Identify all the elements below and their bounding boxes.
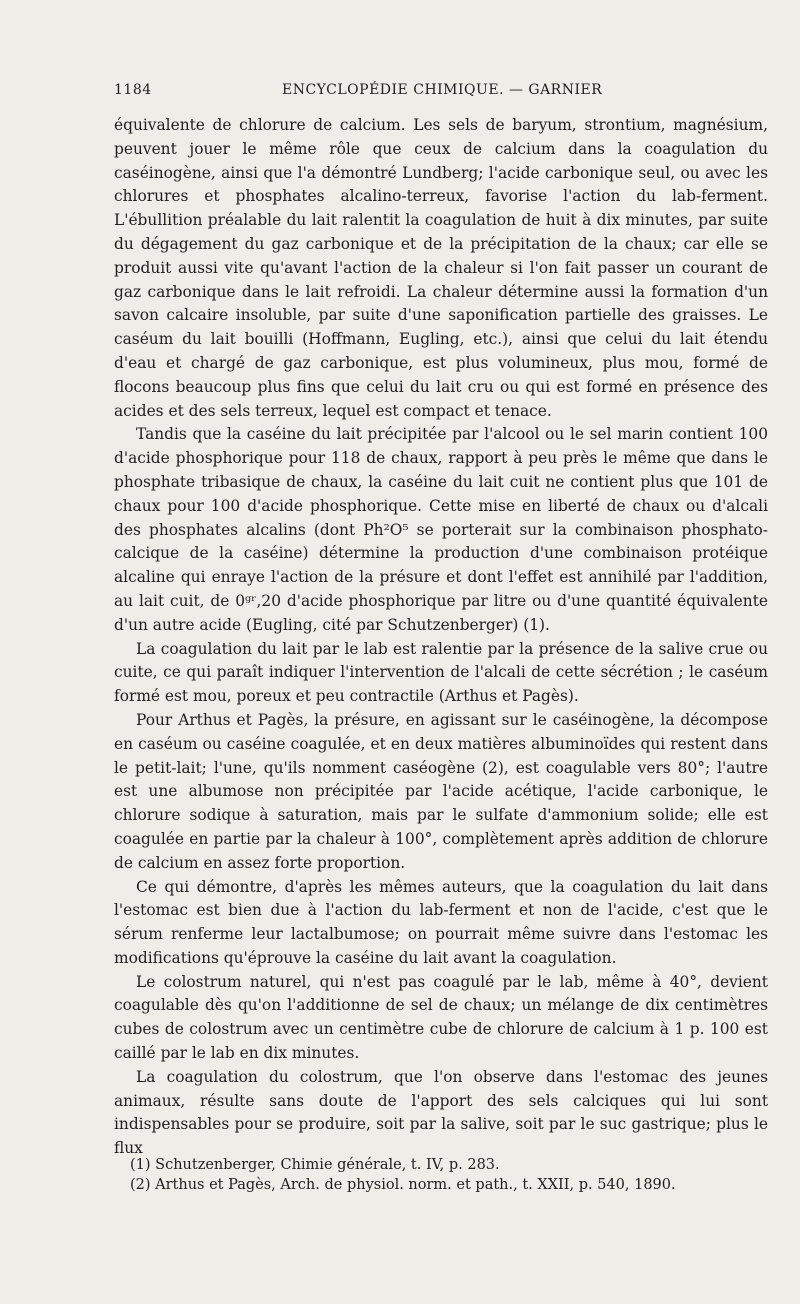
paragraph: Tandis que la caséine du lait précipitée par l'alcool ou le sel marin contient 100 d'acide phosphorique pour 118 de chaux, rapport à peu près le même que dans le phosphate tribasique de chaux, la caséine du lait cuit ne contient plus que 101 de chaux pour 100 d'acide phosphorique. Cette mise en liberté de chaux ou d'alcali des phosphates alcalins (dont Ph²O⁵ se porterait sur la combinaison phosphato-calcique de la caséine) détermine la production d'une combinaison protéique alcaline qui enraye l'action de la présure et dont l'effet est annihilé par l'addition, au lait cuit, de 0ᵍʳ,20 d'acide phosphorique par litre ou d'une quantité équivalente d'un autre acide (Eugling, cité par Schutzenberger) (1). [114, 425, 768, 634]
footnote: (2) Arthus et Pagès, Arch. de physiol. norm. et path., t. XXII, p. 540, 1890. [130, 1177, 676, 1193]
paragraph: équivalente de chlorure de calcium. Les sels de baryum, strontium, magnésium, peuvent jouer le même rôle que ceux de calcium dans la coagulation du caséinogène, ainsi que l'a démontré Lundberg; l'acide carbonique seul, ou avec les chlorures et phosphates alcalino-terreux, favorise l'action du lab-ferment. L'ébullition préalable du lait ralentit la coagulation de huit à dix minutes, par suite du dégagement du gaz carbonique et de la précipitation de la chaux; car elle se produit aussi vite qu'avant l'action de la chaleur si l'on fait passer un courant de gaz carbonique dans le lait refroidi. La chaleur détermine aussi la formation d'un savon calcaire insoluble, par suite d'une saponification partielle des graisses. Le caséum du lait bouilli (Hoffmann, Eugling, etc.), ainsi que celui du lait étendu d'eau et chargé de gaz carbonique, est plus volumineux, plus mou, formé de flocons beaucoup plus fins que celui du lait cru ou qui est formé en présence des acides et des sels terreux, lequel est compact et tenace. [114, 116, 768, 420]
paragraph: La coagulation du colostrum, que l'on observe dans l'estomac des jeunes animaux, résulte sans doute de l'apport des sels calciques qui lui sont indispensables pour se produire, soit par la salive, soit par le suc gastrique; plus le flux [114, 1067, 768, 1158]
running-header [114, 82, 768, 104]
running-title: ENCYCLOPÉDIE CHIMIQUE. — GARNIER [282, 82, 603, 98]
paragraph: Ce qui démontre, d'après les mêmes auteurs, que la coagulation du lait dans l'estomac est bien due à l'action du lab-ferment et non de l'acide, c'est que le sérum renferme leur lactalbumose; on pourrait même suivre dans l'estomac les modifications qu'éprouve la caséine du lait avant la coagulation. [114, 877, 768, 967]
paragraph: Pour Arthus et Pagès, la présure, en agissant sur le caséinogène, la décompose en caséum ou caséine coagulée, et en deux matières albuminoïdes qui restent dans le petit-lait; l'une, qu'ils nomment caséogène (2), est coagulable vers 80°; l'autre est une albumose non précipitée par l'acide acétique, l'acide carbonique, le chlorure sodique à saturation, mais par le sulfate d'ammonium solide; elle est coagulée en partie par la chaleur à 100°, complètement après addition de chlorure de calcium en assez forte proportion. [114, 710, 768, 872]
footnotes [130, 1155, 770, 1195]
footnote: (1) Schutzenberger, Chimie générale, t. IV, p. 283. [130, 1157, 500, 1173]
paragraph: La coagulation du lait par le lab est ralentie par la présence de la salive crue ou cuite, ce qui paraît indiquer l'intervention de l'alcali de cette sécrétion ; le caséum formé est mou, poreux et peu contractile (Arthus et Pagès). [114, 639, 768, 706]
page-number: 1184 [114, 82, 152, 98]
paragraph: Le colostrum naturel, qui n'est pas coagulé par le lab, même à 40°, devient coagulable dès qu'on l'additionne de sel de chaux; un mélange de dix centimètres cubes de colostrum avec un centimètre cube de chlorure de calcium à 1 p. 100 est caillé par le lab en dix minutes. [114, 972, 768, 1063]
main-text [114, 114, 768, 1161]
